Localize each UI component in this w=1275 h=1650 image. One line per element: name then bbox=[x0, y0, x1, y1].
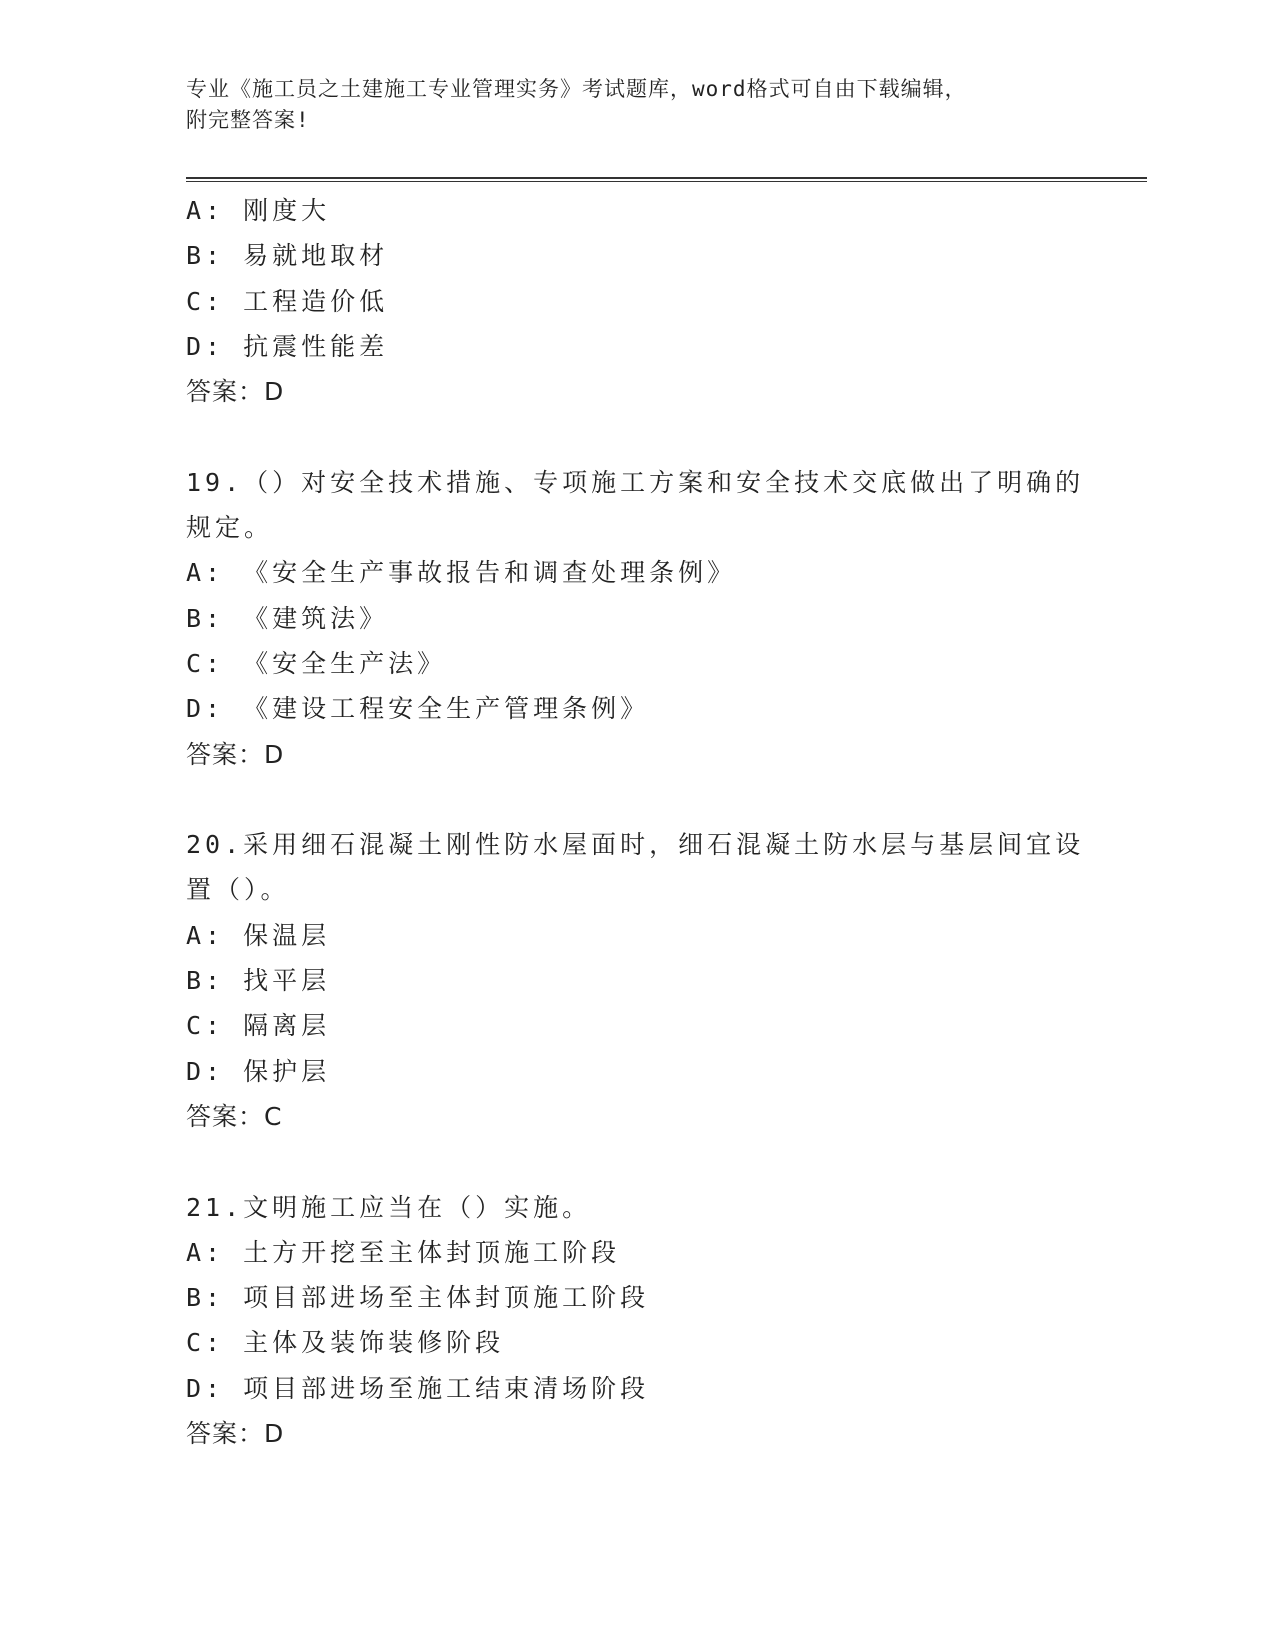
option-b: B: 《建筑法》 bbox=[186, 603, 389, 633]
option-c: C: 《安全生产法》 bbox=[186, 648, 447, 678]
question-19 bbox=[186, 460, 1086, 777]
option-b: B: 易就地取材 bbox=[186, 241, 389, 271]
option-a: A: 保温层 bbox=[186, 920, 331, 950]
option-b: B: 项目部进场至主体封顶施工阶段 bbox=[186, 1283, 650, 1313]
option-a: A: 《安全生产事故报告和调查处理条例》 bbox=[186, 558, 737, 588]
question-stem-continued: 规定。 bbox=[186, 513, 274, 543]
option-a: A: 刚度大 bbox=[186, 196, 331, 225]
option-b: B: 找平层 bbox=[186, 966, 331, 996]
question-spacer bbox=[186, 1139, 1086, 1184]
question-spacer bbox=[186, 777, 1086, 822]
question-stem-continued: 置（）。 bbox=[186, 875, 290, 905]
question-spacer bbox=[186, 414, 1086, 459]
option-a: A: 土方开挖至主体封顶施工阶段 bbox=[186, 1237, 621, 1267]
question-stem: 19.（）对安全技术措施、专项施工方案和安全技术交底做出了明确的 bbox=[186, 467, 1085, 497]
option-c: C: 主体及装饰装修阶段 bbox=[186, 1328, 505, 1358]
question-stem: 20.采用细石混凝土刚性防水屋面时，细石混凝土防水层与基层间宜设 bbox=[186, 830, 1085, 860]
header-divider bbox=[186, 177, 1147, 182]
answer-line: 答案：D bbox=[186, 1419, 285, 1449]
page-header bbox=[186, 74, 1086, 136]
question-list bbox=[186, 188, 1086, 1456]
answer-line: 答案：D bbox=[186, 377, 285, 407]
option-c: C: 隔离层 bbox=[186, 1011, 331, 1041]
answer-line: 答案：D bbox=[186, 739, 285, 769]
question-21 bbox=[186, 1185, 1086, 1457]
header-line-1: 专业《施工员之土建施工专业管理实务》考试题库，word格式可自由下载编辑， bbox=[186, 77, 967, 101]
option-c: C: 工程造价低 bbox=[186, 286, 389, 316]
question-20 bbox=[186, 822, 1086, 1139]
option-d: D: 抗震性能差 bbox=[186, 331, 389, 361]
question-18 bbox=[186, 188, 1086, 414]
question-stem: 21.文明施工应当在（）实施。 bbox=[186, 1192, 592, 1222]
option-d: D: 保护层 bbox=[186, 1056, 331, 1086]
answer-line: 答案：C bbox=[186, 1101, 283, 1131]
header-line-2: 附完整答案! bbox=[186, 108, 310, 132]
option-d: D: 项目部进场至施工结束清场阶段 bbox=[186, 1373, 650, 1403]
option-d: D: 《建设工程安全生产管理条例》 bbox=[186, 694, 650, 724]
